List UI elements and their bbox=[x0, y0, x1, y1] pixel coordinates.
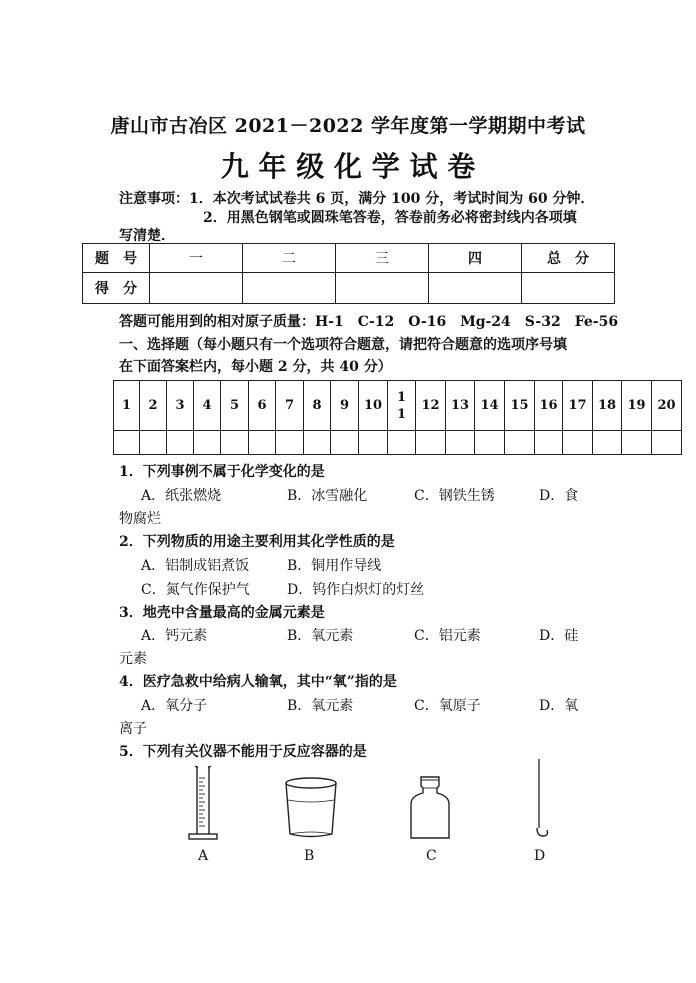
question-3-option-d: D．硅 bbox=[539, 628, 579, 644]
answer-number-cell: 12 bbox=[416, 381, 446, 431]
answer-cell[interactable] bbox=[652, 431, 682, 455]
answer-number-cell: 1 1 bbox=[388, 381, 416, 431]
answer-number-cell: 1 bbox=[114, 381, 140, 431]
combustion-spoon-icon bbox=[527, 758, 551, 840]
section-1-heading-line-1: 一、选择题（每小题只有一个选项符合题意，请把符合题意的选项序号填 bbox=[119, 337, 567, 353]
question-4-stem: 4．医疗急救中给病人输氧，其中“氧”指的是 bbox=[119, 674, 397, 690]
answer-table-number-row bbox=[114, 381, 682, 431]
reagent-bottle-icon bbox=[408, 776, 452, 840]
answer-cell[interactable] bbox=[114, 431, 140, 455]
question-2-option-a: A．铝制成铝煮饭 bbox=[141, 558, 250, 574]
answer-number-cell: 2 bbox=[140, 381, 167, 431]
question-3-option-d-wrap: 元素 bbox=[119, 651, 147, 667]
answer-cell[interactable] bbox=[331, 431, 359, 455]
score-header-cell: 三 bbox=[336, 244, 429, 273]
note-line-3: 写清楚． bbox=[119, 228, 175, 244]
answer-number-cell: 6 bbox=[249, 381, 276, 431]
answer-cell[interactable] bbox=[359, 431, 388, 455]
answer-number-cell: 9 bbox=[331, 381, 359, 431]
answer-cell[interactable] bbox=[167, 431, 194, 455]
question-1-option-b: B．冰雪融化 bbox=[287, 488, 368, 504]
beaker-icon bbox=[282, 776, 340, 840]
apparatus-label-b: B bbox=[304, 848, 315, 864]
answer-cell[interactable] bbox=[475, 431, 505, 455]
answer-cell[interactable] bbox=[304, 431, 331, 455]
exam-title: 唐山市古冶区 2021－2022 学年度第一学期期中考试 bbox=[110, 115, 586, 137]
answer-number-cell: 16 bbox=[535, 381, 563, 431]
score-cell[interactable] bbox=[243, 273, 336, 304]
question-4-option-d-wrap: 离子 bbox=[119, 721, 147, 737]
question-2-stem: 2．下列物质的用途主要利用其化学性质的是 bbox=[119, 534, 395, 550]
answer-cell[interactable] bbox=[194, 431, 221, 455]
answer-number-cell: 14 bbox=[475, 381, 505, 431]
apparatus-label-c: C bbox=[426, 848, 437, 864]
answer-cell[interactable] bbox=[505, 431, 535, 455]
question-3-option-c: C．铝元素 bbox=[414, 628, 481, 644]
question-1-option-c: C．钢铁生锈 bbox=[414, 488, 495, 504]
question-4-option-a: A．氧分子 bbox=[141, 698, 208, 714]
score-cell[interactable] bbox=[429, 273, 522, 304]
apparatus-label-a: A bbox=[198, 848, 209, 864]
answer-cell[interactable] bbox=[388, 431, 416, 455]
answer-number-cell: 20 bbox=[652, 381, 682, 431]
answer-cell[interactable] bbox=[622, 431, 652, 455]
note-line-1: 注意事项：1．本次考试试卷共 6 页，满分 100 分，考试时间为 60 分钟． bbox=[119, 191, 595, 207]
question-2-option-c: C．氮气作保护气 bbox=[141, 582, 250, 598]
score-header-cell: 题 号 bbox=[83, 244, 150, 273]
answer-number-cell: 13 bbox=[446, 381, 475, 431]
question-2-option-d: D．钨作白炽灯的灯丝 bbox=[287, 582, 425, 598]
answer-number-cell: 5 bbox=[221, 381, 249, 431]
question-1-option-a: A．纸张燃烧 bbox=[141, 488, 222, 504]
answer-cell[interactable] bbox=[276, 431, 304, 455]
answer-cell[interactable] bbox=[593, 431, 622, 455]
answer-number-cell: 7 bbox=[276, 381, 304, 431]
answer-number-cell: 17 bbox=[563, 381, 593, 431]
score-header-cell: 一 bbox=[150, 244, 243, 273]
score-header-cell: 总 分 bbox=[522, 244, 615, 273]
graduated-cylinder-icon bbox=[185, 764, 221, 842]
section-1-heading-line-2: 在下面答案栏内，每小题 2 分，共 40 分） bbox=[119, 359, 392, 375]
atomic-masses: 答题可能用到的相对原子质量：H-1 C-12 O-16 Mg-24 S-32 Fe-56 bbox=[119, 314, 619, 330]
answer-number-cell: 10 bbox=[359, 381, 388, 431]
answer-cell[interactable] bbox=[140, 431, 167, 455]
question-1-stem: 1．下列事例不属于化学变化的是 bbox=[119, 464, 325, 480]
answer-cell[interactable] bbox=[535, 431, 563, 455]
score-header-cell: 二 bbox=[243, 244, 336, 273]
answer-number-cell: 19 bbox=[622, 381, 652, 431]
answer-number-cell: 15 bbox=[505, 381, 535, 431]
score-table-score-row bbox=[83, 273, 615, 304]
exam-subtitle: 九 年 级 化 学 试 卷 bbox=[220, 150, 476, 183]
answer-cell[interactable] bbox=[249, 431, 276, 455]
answer-cell[interactable] bbox=[446, 431, 475, 455]
score-cell[interactable] bbox=[150, 273, 243, 304]
question-5-stem: 5．下列有关仪器不能用于反应容器的是 bbox=[119, 744, 367, 760]
answer-number-cell: 3 bbox=[167, 381, 194, 431]
score-table-header-row bbox=[83, 244, 615, 273]
answer-table bbox=[113, 380, 682, 455]
answer-table-answer-row bbox=[114, 431, 682, 455]
question-4-option-b: B．氧元素 bbox=[287, 698, 354, 714]
apparatus-label-d: D bbox=[534, 848, 546, 864]
answer-number-cell: 8 bbox=[304, 381, 331, 431]
question-3-stem: 3．地壳中含量最高的金属元素是 bbox=[119, 605, 325, 621]
question-3-option-b: B．氧元素 bbox=[287, 628, 354, 644]
answer-cell[interactable] bbox=[416, 431, 446, 455]
answer-cell[interactable] bbox=[563, 431, 593, 455]
score-cell[interactable] bbox=[336, 273, 429, 304]
answer-number-cell: 18 bbox=[593, 381, 622, 431]
answer-cell[interactable] bbox=[221, 431, 249, 455]
question-2-option-b: B．铜用作导线 bbox=[287, 558, 382, 574]
question-1-option-d-wrap: 物腐烂 bbox=[119, 511, 161, 527]
score-row-label: 得 分 bbox=[83, 273, 150, 304]
score-header-cell: 四 bbox=[429, 244, 522, 273]
note-line-2: 2．用黑色钢笔或圆珠笔答卷，答卷前务必将密封线内各项填 bbox=[203, 210, 577, 226]
question-3-option-a: A．钙元素 bbox=[141, 628, 208, 644]
score-cell[interactable] bbox=[522, 273, 615, 304]
answer-number-cell: 4 bbox=[194, 381, 221, 431]
score-table bbox=[82, 243, 615, 304]
question-1-option-d: D．食 bbox=[539, 488, 579, 504]
question-4-option-d: D．氧 bbox=[539, 698, 579, 714]
question-4-option-c: C．氧原子 bbox=[414, 698, 481, 714]
